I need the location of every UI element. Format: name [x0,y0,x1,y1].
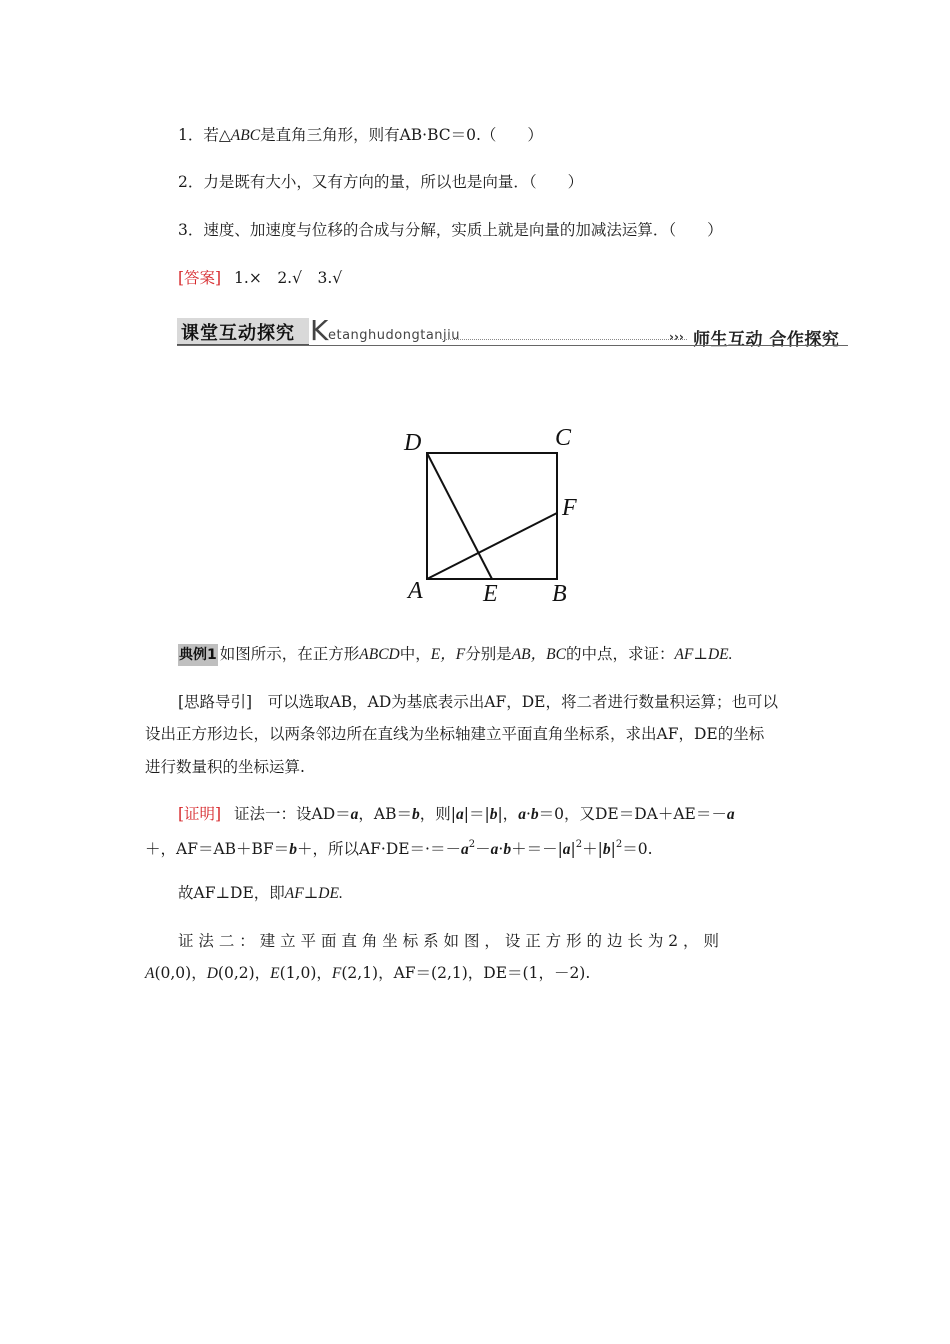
vector-b: b [602,841,611,858]
proof-text: ＋| [582,840,603,858]
vector-a: a [456,806,464,823]
proof-conclusion: AF⊥DE. [284,885,343,902]
proof-goal: AF⊥DE. [674,646,733,663]
answer-line [178,267,342,289]
proof-text: ＋＝－| [511,840,563,858]
question-text-rest: 是直角三角形，则有AB·BC＝0.（ ） [260,126,543,144]
sides-ab-bc: AB，BC [511,646,566,663]
proof-line-4: 证 法 二 ： 建 立 平 面 直 角 坐 标 系 如 图 ， 设 正 方 形 的 边 长 为 2 ， 则 [178,932,719,950]
vector-b: b [412,806,420,823]
hint-line-1: [思路导引] 可以选取AB，AD为基底表示出AF，DE，将二者进行数量积运算；也可以 [178,693,778,711]
banner-subtitle: 师生互动 合作探究 [693,330,840,350]
question-number: 1． [178,126,204,144]
point-f: F [331,965,342,982]
answer-text: 1.× 2.√ 3.√ [234,269,343,287]
proof-text: |， [497,805,519,823]
point-a: A [145,965,155,982]
proof-text: ，则| [419,805,456,823]
coord-a: (0,0)， [154,964,207,982]
points-ef: E，F [430,646,466,663]
proof-text: ＋，AF＝AB＋BF＝ [145,840,290,858]
example-text: 如图所示，在正方形 [219,645,360,663]
label-e: E [483,581,498,607]
proof-text: ＋，所以AF·DE＝·＝－ [296,840,461,858]
exponent: 2 [468,839,476,850]
segment-de [427,453,492,579]
question-2 [178,171,583,193]
vector-b: b [503,841,512,858]
triangle-name: ABC [230,127,261,144]
proof-text: |＝| [463,805,490,823]
coord-f-and-vectors: (2,1)，AF＝(2,1)，DE＝(1，－2). [341,964,591,982]
proof-text: · [498,840,504,858]
proof-text: ＝0，又DE＝DA＋AE＝－ [538,805,727,823]
question-3 [178,219,723,241]
vector-a: a [350,806,359,823]
vector-a: a [460,841,469,858]
question-text: 速度、加速度与位移的合成与分解，实质上就是向量的加减法运算．（ ） [203,221,723,239]
label-d: D [404,430,422,456]
example-text: 中， [399,645,431,663]
question-number: 3． [178,221,204,239]
square-outline [427,453,557,579]
vector-a: a [518,806,526,823]
vector-b: b [289,841,297,858]
proof-text: ，AB＝ [358,805,413,823]
banner-dotted-rule [442,339,687,340]
example-text: 的中点，求证： [565,645,675,663]
point-e: E [270,965,280,982]
vector-b: b [530,806,539,823]
proof-line-1 [178,803,735,826]
question-1 [178,124,543,147]
question-text: 力是既有大小，又有方向的量，所以也是向量．（ ） [203,173,584,191]
proof-text: · [525,805,531,823]
proof-text: － [475,840,491,858]
proof-text: 证法一：设AD＝ [234,805,351,823]
exponent: 2 [615,839,623,850]
label-f: F [562,495,577,521]
proof-text: ＝0. [622,840,653,858]
banner-initial: K [310,314,329,347]
vector-b: b [489,806,498,823]
exponent: 2 [575,839,583,850]
vector-a: a [562,841,571,858]
coord-d: (0,2)， [217,964,271,982]
label-a: A [408,578,423,604]
point-d: D [206,965,218,982]
hint-line-2: 设出正方形边长，以两条邻边所在直线为坐标轴建立平面直角坐标系，求出AF，DE的坐标 [145,725,765,743]
proof-text: 故AF⊥DE，即 [178,884,285,902]
label-c: C [555,425,572,451]
question-number: 2． [178,173,204,191]
coord-e: (1,0)， [279,964,332,982]
example-tag: 典例1 [178,644,218,666]
hint-line-3: 进行数量积的坐标运算. [145,758,305,776]
square-name: ABCD [359,646,400,663]
proof-line-5 [145,962,590,985]
banner-arrows-icon: ››› [669,330,684,344]
proof-label: [证明] [178,805,222,823]
answer-label: [答案] [178,269,222,287]
segment-af [427,513,557,579]
section-banner [177,316,848,348]
proof-text: | [610,840,616,858]
vector-a: a [726,806,735,823]
vector-a: a [490,841,499,858]
question-text: 若△ [203,126,231,144]
proof-line-3 [178,882,343,905]
square-figure [395,420,595,620]
banner-underline [177,345,848,346]
banner-title: 课堂互动探究 [181,323,295,344]
banner-pinyin: etanghudongtanjiu [328,328,460,343]
example-text: 分别是 [465,645,512,663]
example-line [178,643,733,666]
proof-line-2 [145,834,653,861]
proof-text: | [570,840,576,858]
label-b: B [552,581,567,607]
